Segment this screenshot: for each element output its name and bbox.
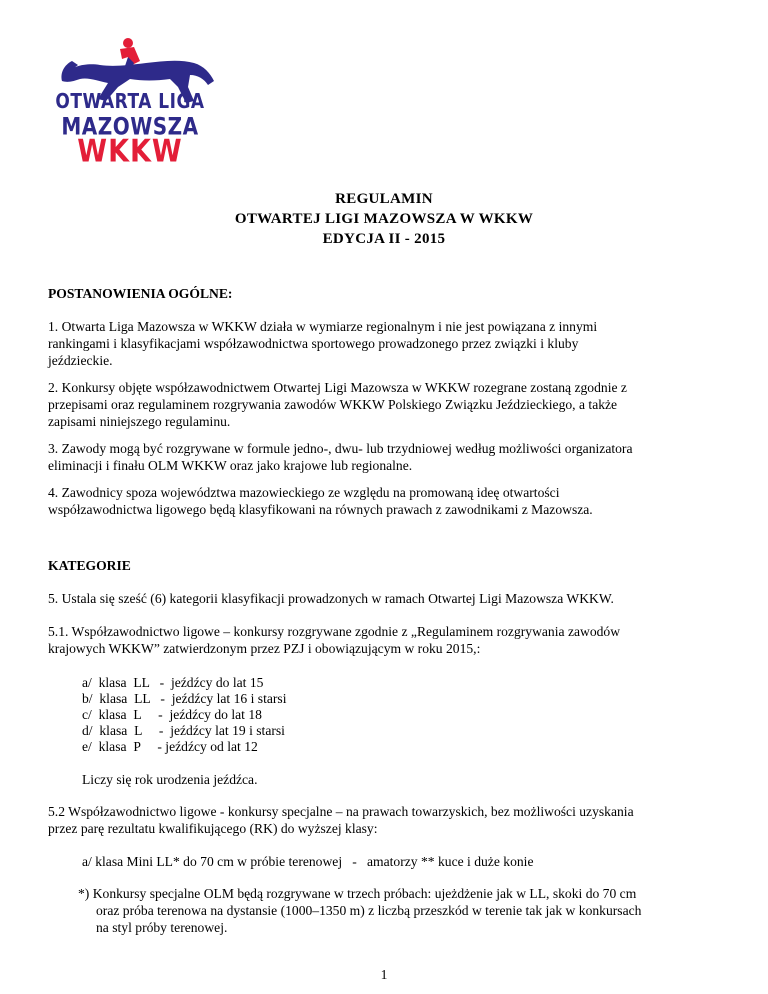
section-heading-categories: KATEGORIE xyxy=(48,558,131,573)
footnote-line: na styl próby terenowej. xyxy=(96,920,228,935)
paragraph-line: przez parę rezultatu kwalifikującego (RK) do wyższej klasy: xyxy=(48,821,378,836)
logo-line-1: OTWARTA LIGA xyxy=(55,89,205,114)
document-title xyxy=(0,189,768,249)
paragraph-line: zapisami niniejszego regulaminu. xyxy=(48,414,231,429)
paragraph-4 xyxy=(48,484,728,518)
paragraph-line: 2. Konkursy objęte współzawodnictwem Otwartej Ligi Mazowsza w WKKW rozegrane zostaną zgodnie z xyxy=(48,380,627,395)
paragraph-line: przepisami oraz regulaminem rozgrywania zawodów WKKW Polskiego Związku Jeździeckiego, a także xyxy=(48,397,618,412)
paragraph-line: 1. Otwarta Liga Mazowsza w WKKW działa w wymiarze regionalnym i nie jest powiązana z innymi xyxy=(48,319,598,334)
paragraph-5: 5. Ustala się sześć (6) kategorii klasyfikacji prowadzonych w ramach Otwartej Ligi Mazowsza WKKW. xyxy=(48,591,614,606)
paragraph-5-2 xyxy=(48,803,728,837)
footnote xyxy=(78,885,748,936)
logo-line-2: MAZOWSZA xyxy=(61,111,199,141)
list-item: a/ klasa LL - jeźdźcy do lat 15 xyxy=(82,675,264,690)
paragraph-line: jeździeckie. xyxy=(48,353,113,368)
birth-year-note: Liczy się rok urodzenia jeźdźca. xyxy=(82,772,258,787)
logo-line-3: WKKW xyxy=(77,133,183,170)
paragraph-line: 3. Zawody mogą być rozgrywane w formule jedno-, dwu- lub trzydniowej według możliwości organizatora xyxy=(48,441,633,456)
footnote-line: *) Konkursy specjalne OLM będą rozgrywane w trzech próbach: ujeżdżenie jak w LL, skoki do 70 cm xyxy=(78,886,637,901)
list-item: e/ klasa P - jeźdźcy od lat 12 xyxy=(82,739,258,754)
paragraph-line: 4. Zawodnicy spoza województwa mazowieckiego ze względu na promowaną ideę otwartości xyxy=(48,485,560,500)
paragraph-5-1 xyxy=(48,623,728,657)
paragraph-line: eliminacji i finału OLM WKKW oraz jako krajowe lub regionalne. xyxy=(48,458,413,473)
list-item: b/ klasa LL - jeźdźcy lat 16 i starsi xyxy=(82,691,287,706)
paragraph-line: współzawodnictwa ligowego będą klasyfikowani na równych prawach z zawodnikami z Mazowsza. xyxy=(48,502,593,517)
paragraph-2 xyxy=(48,379,728,430)
paragraph-line: 5.1. Współzawodnictwo ligowe – konkursy rozgrywane zgodnie z „Regulaminem rozgrywania zawodów xyxy=(48,624,621,639)
paragraph-line: 5.2 Współzawodnictwo ligowe - konkursy specjalne – na prawach towarzyskich, bez możliwości uzyskania xyxy=(48,804,634,819)
logo xyxy=(55,35,218,170)
title-line-1: REGULAMIN xyxy=(335,191,433,207)
title-line-2: OTWARTEJ LIGI MAZOWSZA W WKKW xyxy=(234,211,534,227)
paragraph-line: rankingami i klasyfikacjami współzawodnictwa sportowego prowadzonego przez związki i kluby xyxy=(48,336,579,351)
footnote-line: oraz próba terenowa na dystansie (1000–1350 m) z liczbą przeszkód w terenie tak jak w konkursach xyxy=(96,903,642,918)
paragraph-line: krajowych WKKW” zatwierdzonym przez PZJ i obowiązującym w roku 2015,: xyxy=(48,641,481,656)
list-item: d/ klasa L - jeźdźcy lat 19 i starsi xyxy=(82,723,285,738)
paragraph-1 xyxy=(48,318,728,369)
mini-ll-class: a/ klasa Mini LL* do 70 cm w próbie terenowej - amatorzy ** kuce i duże konie xyxy=(82,854,534,869)
title-line-3: EDYCJA II - 2015 xyxy=(322,231,446,247)
page-number: 1 xyxy=(380,967,388,982)
list-item: c/ klasa L - jeźdźcy do lat 18 xyxy=(82,707,262,722)
section-heading-general: POSTANOWIENIA OGÓLNE: xyxy=(48,286,233,301)
paragraph-3 xyxy=(48,440,728,474)
